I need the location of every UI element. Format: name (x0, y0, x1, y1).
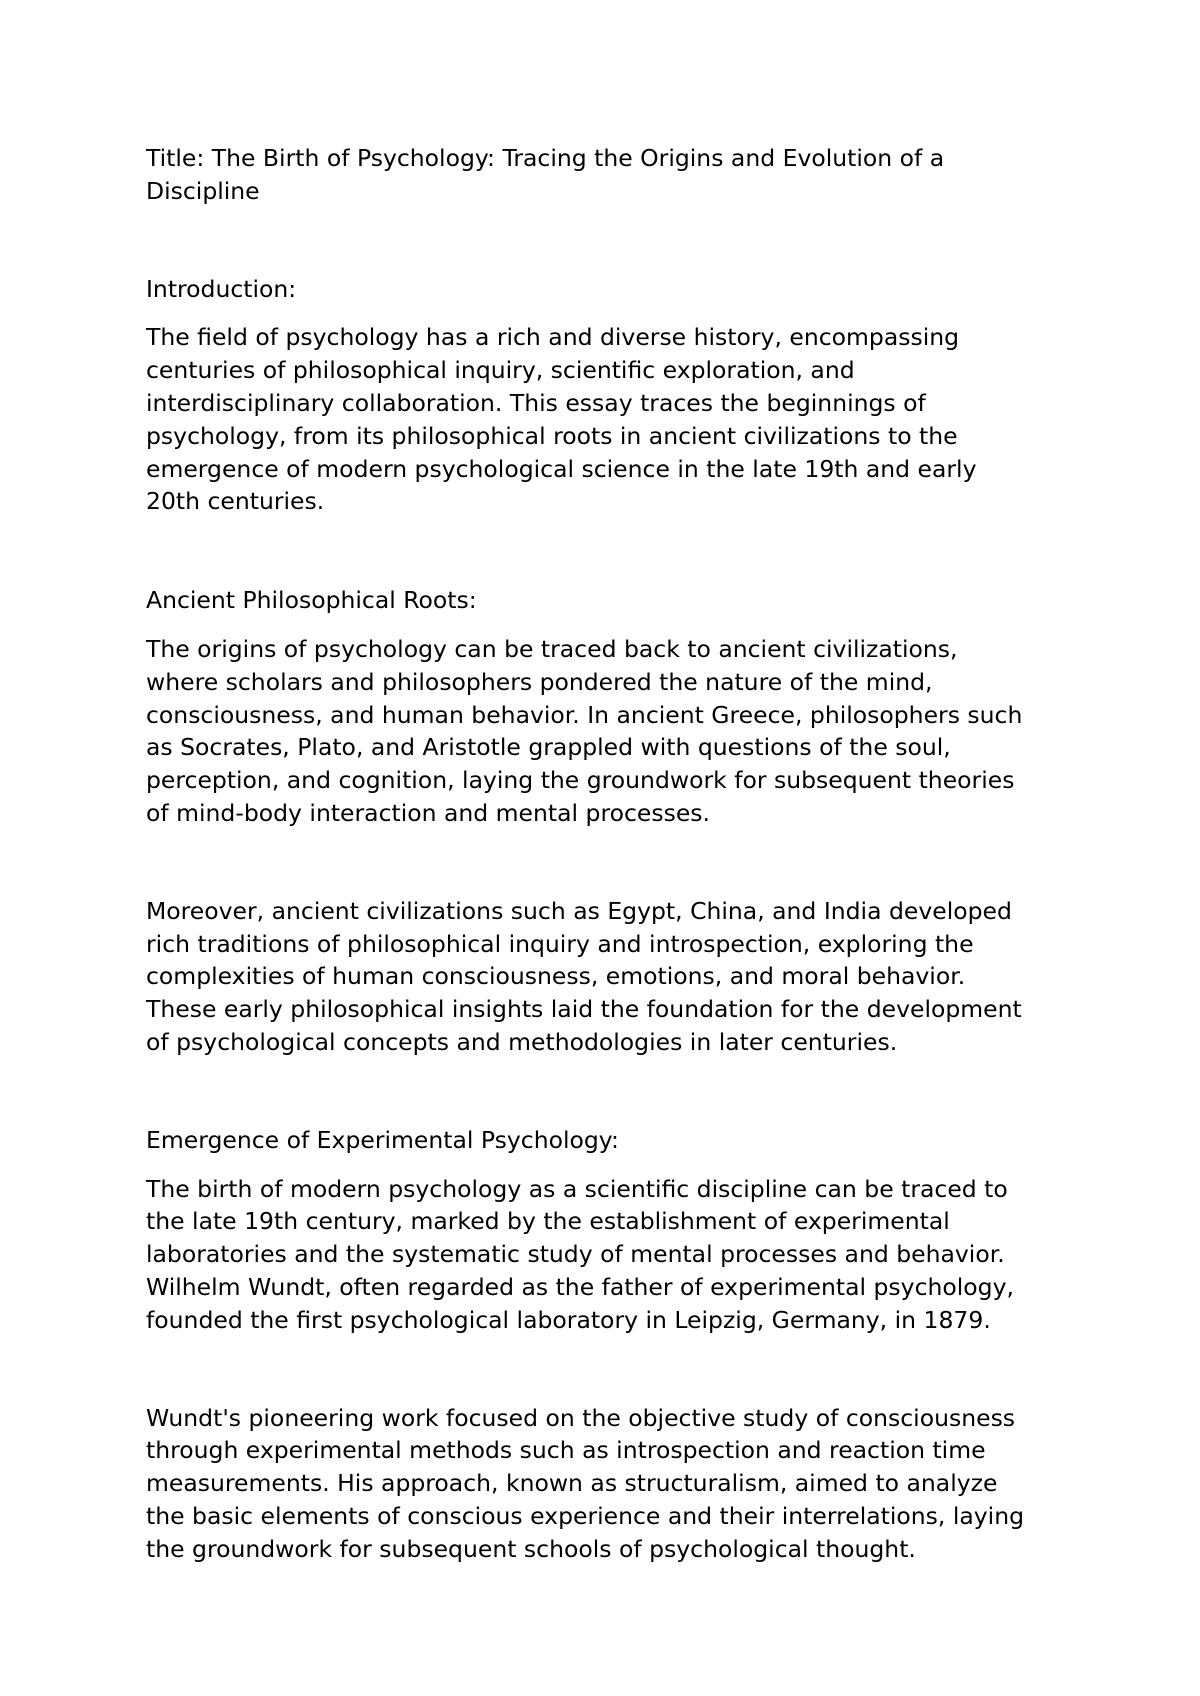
section-heading-experimental: Emergence of Experimental Psychology: (146, 1125, 619, 1154)
ancient-roots-paragraph: The origins of psychology can be traced back to ancient civilizations, where scholars and philosophers pondered the nature of the mind, consciousness, and human behavior. In ancient Greece, philosophers such as Socrates, Plato, and Aristotle grappled with questions of the soul, perception, and cognition, laying the groundwork for subsequent theories of mind-body interaction and mental processes. (146, 634, 1023, 827)
introduction-paragraph: The field of psychology has a rich and diverse history, encompassing centuries of philosophical inquiry, scientific exploration, and interdisciplinary collaboration. This essay traces the beginnings of psychology, from its philosophical roots in ancient civilizations to the emergence of modern psychological science in the late 19th and early 20th centuries. (146, 323, 977, 516)
section-heading-introduction: Introduction: (146, 274, 297, 303)
document-title: Title: The Birth of Psychology: Tracing the Origins and Evolution of a Discipline (146, 144, 945, 205)
document-body (146, 142, 1066, 1566)
ancient-civilizations-paragraph: Moreover, ancient civilizations such as Egypt, China, and India developed rich traditions of philosophical inquiry and introspection, exploring the complexities of human consciousness, emotions, and moral behavior. These early philosophical insights laid the foundation for the development of psychological concepts and methodologies in later centuries. (146, 896, 1022, 1056)
section-heading-ancient-roots: Ancient Philosophical Roots: (146, 586, 477, 615)
wundt-paragraph: Wundt's pioneering work focused on the objective study of consciousness through experimental methods such as introspection and reaction time measurements. His approach, known as structuralism, aimed to analyze the basic elements of conscious experience and their interrelations, laying the groundwork for subsequent schools of psychological thought. (146, 1403, 1025, 1563)
experimental-psychology-paragraph: The birth of modern psychology as a scientific discipline can be traced to the late 19th century, marked by the establishment of experimental laboratories and the systematic study of mental processes and behavior. Wilhelm Wundt, often regarded as the father of experimental psychology, founded the first psychological laboratory in Leipzig, Germany, in 1879. (146, 1174, 1014, 1334)
